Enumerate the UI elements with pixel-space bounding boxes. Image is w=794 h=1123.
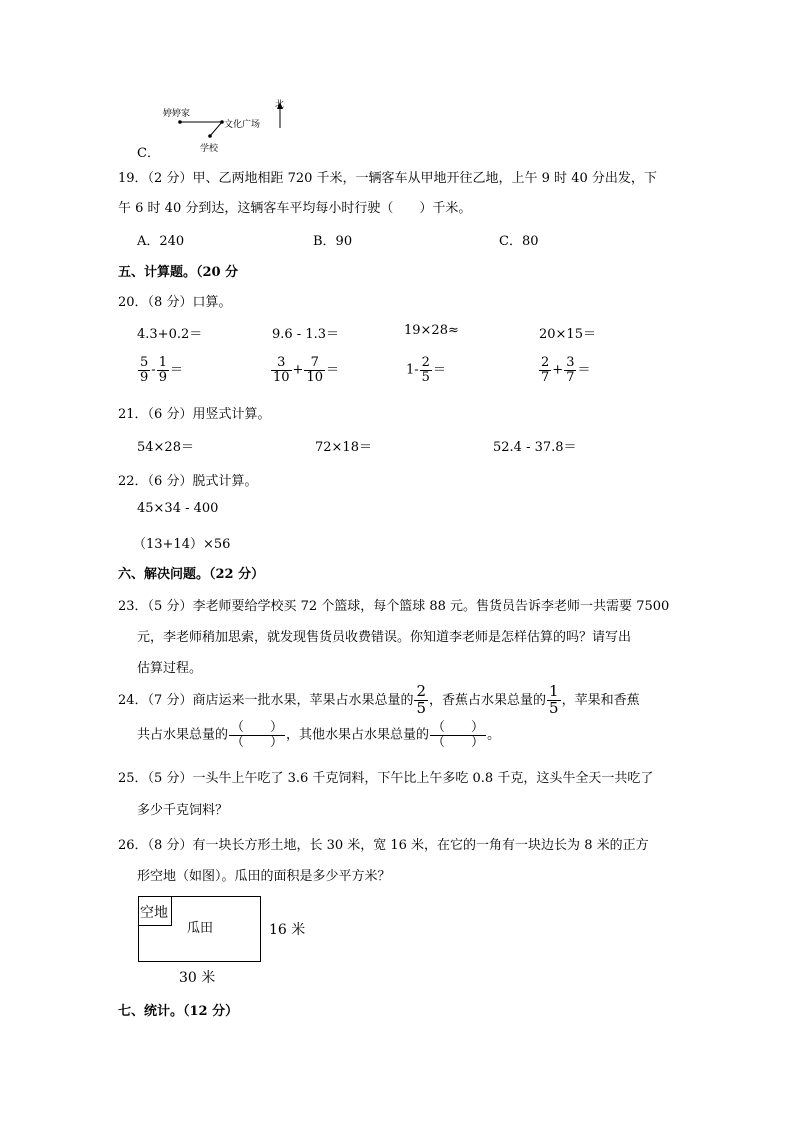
vertical-calc-2: 72×18＝ — [315, 440, 372, 455]
answer-blank-other-numerator[interactable]: （ ） — [432, 720, 485, 735]
answer-blank-combined-numerator[interactable]: （ ） — [231, 720, 284, 735]
empty-area-label: 空地 — [140, 905, 168, 921]
fraction-expr-1: $\frac{5}{9}$ - $\frac{1}{9}$ ＝ — [140, 355, 183, 385]
question-25-line1: 25．（5 分）一头牛上午吃了 3.6 千克饲料，下午比上午多吃 0.8 千克，这头牛全天一共吃了 — [118, 771, 654, 786]
fraction-expr-3: 1- $\frac{2}{5}$ ＝ — [406, 355, 446, 385]
question-23-line2: 元，李老师稍加思索，就发现售货员收费错误。你知道李老师是怎样估算的吗？请写出 — [137, 630, 632, 645]
mental-math-2: 9.6 - 1.3＝ — [272, 327, 340, 342]
question-21-stem: 21．（6 分）用竖式计算。 — [118, 407, 271, 422]
mental-math-3: 19×28≈ — [404, 323, 459, 338]
map-north-label: 北 — [275, 100, 285, 110]
question-26-line1: 26．（8 分）有一块长方形土地，长 30 米，宽 16 米，在它的一角有一块边长为 8 米的正方 — [118, 838, 649, 853]
step-calc-1: 45×34 - 400 — [137, 501, 219, 516]
section-7-title: 七、统计。（12 分） — [118, 1004, 239, 1019]
question-24-line2: 共占水果总量的 $\frac{( )}{( )}$ ，其他水果占水果总量的 $\frac{( )}{( )}$ 。 — [137, 720, 501, 750]
fraction-expr-2: $\frac{3}{10}$ + $\frac{7}{10}$ ＝ — [273, 355, 340, 385]
question-23-line1: 23．（5 分）李老师要给学校买 72 个篮球，每个篮球 88 元。售货员告诉李老师一共需要 7500 — [118, 599, 670, 614]
fraction-expr-4: $\frac{2}{7}$ + $\frac{3}{7}$ ＝ — [541, 355, 591, 385]
mental-math-4: 20×15＝ — [539, 327, 596, 342]
answer-blank-combined-denominator[interactable]: （ ） — [231, 734, 284, 750]
option-c-label: C． — [137, 146, 160, 161]
map-school-label: 学校 — [200, 144, 219, 154]
map-plaza-label: 文化广场 — [224, 120, 261, 130]
question-22-stem: 22．（6 分）脱式计算。 — [118, 474, 258, 489]
question-19-line1: 19．（2 分）甲、乙两地相距 720 千米，一辆客车从甲地开往乙地，上午 9 时 40 分出发，下 — [118, 171, 657, 186]
option-a: A．240 — [137, 234, 185, 249]
option-b: B．90 — [313, 234, 353, 249]
melon-field-label: 瓜田 — [187, 921, 214, 936]
question-20-stem: 20．（8 分）口算。 — [118, 295, 232, 310]
length-label: 30 米 — [179, 970, 216, 986]
step-calc-2: （13+14）×56 — [133, 537, 231, 552]
width-label: 16 米 — [269, 922, 306, 938]
mental-math-1: 4.3+0.2＝ — [137, 327, 203, 342]
vertical-calc-1: 54×28＝ — [137, 440, 194, 455]
vertical-calc-3: 52.4 - 37.8＝ — [493, 440, 577, 455]
section-6-title: 六、解决问题。（22 分） — [118, 567, 265, 582]
question-24-line1: 24．（7 分）商店运来一批水果，苹果占水果总量的 $\frac{2}{5}$ ，香蕉占水果总量的 $\frac{1}{5}$ ，苹果和香蕉 — [118, 682, 640, 717]
question-19-line2: 午 6 时 40 分到达，这辆客车平均每小时行驶（ ）千米。 — [118, 201, 472, 216]
section-5-title: 五、计算题。（20 分 — [118, 265, 239, 280]
question-26-line2: 形空地（如图）。瓜田的面积是多少平方米？ — [137, 869, 391, 884]
option-c: C．80 — [499, 234, 539, 249]
map-home-label: 婷婷家 — [163, 109, 191, 119]
answer-blank-other-denominator[interactable]: （ ） — [432, 734, 485, 750]
question-25-line2: 多少千克饲料？ — [137, 803, 229, 818]
question-23-line3: 估算过程。 — [137, 661, 203, 676]
